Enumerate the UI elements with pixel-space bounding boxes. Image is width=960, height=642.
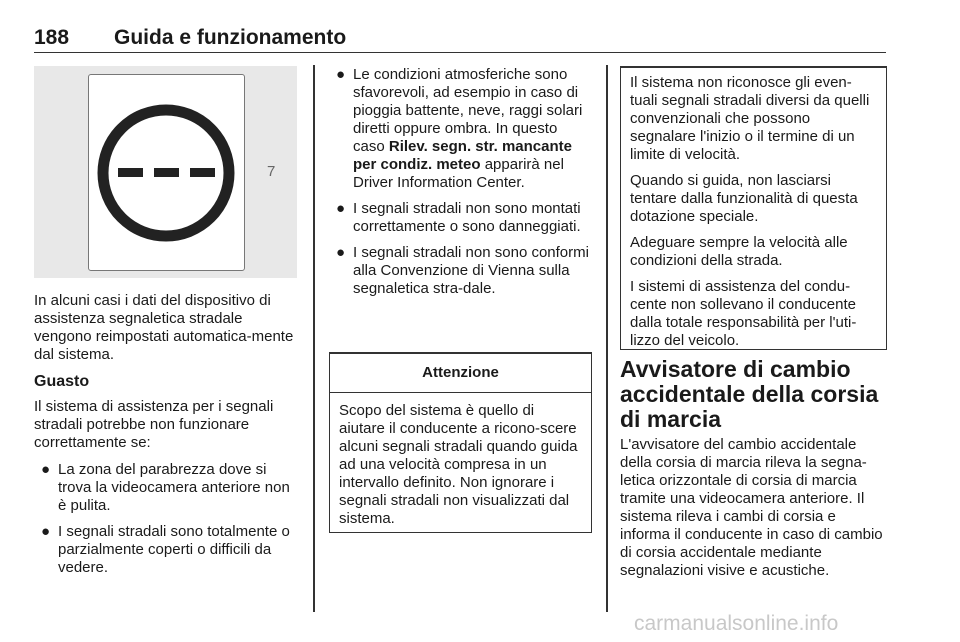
- figure-tag: 7: [267, 163, 276, 180]
- warning-title: Attenzione: [330, 354, 591, 393]
- bullet-icon: ●: [41, 523, 51, 540]
- list-item-text-a: Le condizioni atmosferiche sono sfavorevoli, ad esempio in caso di pioggia battente, neve, raggi solari diretti oppure ombra. In questo caso: [353, 66, 583, 155]
- column-divider-right: [606, 65, 608, 612]
- warning-continuation-box: [620, 66, 887, 350]
- list-item-text-b: apparirà nel Driver Information Center.: [353, 156, 564, 191]
- guasto-paragraph: Il sistema di assistenza per i segnali stradali potrebbe non funzionare correttamente se:: [34, 398, 274, 451]
- list-item: [329, 66, 593, 192]
- bullet-icon: ●: [336, 200, 346, 217]
- page-number: 188: [34, 26, 70, 49]
- section-text: L'avvisatore del cambio accidentale della corsia di marcia rileva la segna‐letica orizzontale di corsia di marcia tramite una videocamera anteriore. Il sistema rileva i cambi di corsia e informa il conducente in caso di cambio di corsia accidentale mediante segnalazioni visive e acustiche.: [620, 436, 883, 579]
- page-header: [34, 26, 886, 53]
- watermark: carmanualsonline.info: [634, 612, 839, 635]
- bullet-icon: ●: [336, 66, 346, 83]
- display-message: Rilev. segn. str. mancante per condiz. meteo: [353, 138, 572, 173]
- box-paragraph: Quando si guida, non lasciarsi tentare dalla funzionalità di questa dotazione speciale.: [630, 172, 858, 225]
- section-title: Avvisatore di cambio accidentale della corsia di marcia: [620, 356, 879, 432]
- list-item-text: I segnali stradali non sono conformi alla Convenzione di Vienna sulla segnaletica stra‐dale.: [353, 244, 589, 297]
- box-paragraph: Il sistema non riconosce gli even‐tuali segnali stradali diversi da quelli convenzionali che possono segnalare l'inizio o il termine di un limite di velocità.: [630, 74, 870, 163]
- list-item: [34, 523, 300, 577]
- sign-figure: [34, 66, 297, 278]
- intro-paragraph: In alcuni casi i dati del dispositivo di assistenza segnaletica stradale vengono reimpostati automatica‐mente dal sistema.: [34, 292, 294, 363]
- page-title: Guida e funzionamento: [114, 26, 347, 49]
- no-limit-sign-icon: [89, 75, 244, 270]
- list-item-text: I segnali stradali non sono montati correttamente o sono danneggiati.: [353, 200, 581, 235]
- list-item: [329, 244, 593, 298]
- bullet-icon: ●: [41, 461, 51, 478]
- list-item-text: I segnali stradali sono totalmente o parzialmente coperti o difficili da vedere.: [58, 523, 290, 576]
- list-item-text: La zona del parabrezza dove si trova la videocamera anteriore non è pulita.: [58, 461, 290, 514]
- bullet-icon: ●: [336, 244, 346, 261]
- section-heading-guasto: Guasto: [34, 373, 90, 390]
- box-paragraph: Adeguare sempre la velocità alle condizioni della strada.: [630, 234, 848, 269]
- column-middle: [329, 66, 593, 306]
- warning-text: Scopo del sistema è quello di aiutare il conducente a ricono‐scere alcuni segnali stradali quando guida ad una velocità compresa in un intervallo definito. Non ignorare i segnali stradali non visualizzati dal sistema.: [339, 402, 578, 527]
- warning-box: [329, 352, 592, 533]
- list-item: [34, 461, 300, 515]
- box-paragraph: I sistemi di assistenza del condu‐cente non sollevano il conducente dalla totale responsabilità per l'uti‐lizzo del veicolo.: [630, 278, 857, 349]
- column-divider-left: [313, 65, 315, 612]
- list-item: [329, 200, 593, 236]
- column-left: [34, 292, 300, 585]
- sign-display-frame: [88, 74, 245, 271]
